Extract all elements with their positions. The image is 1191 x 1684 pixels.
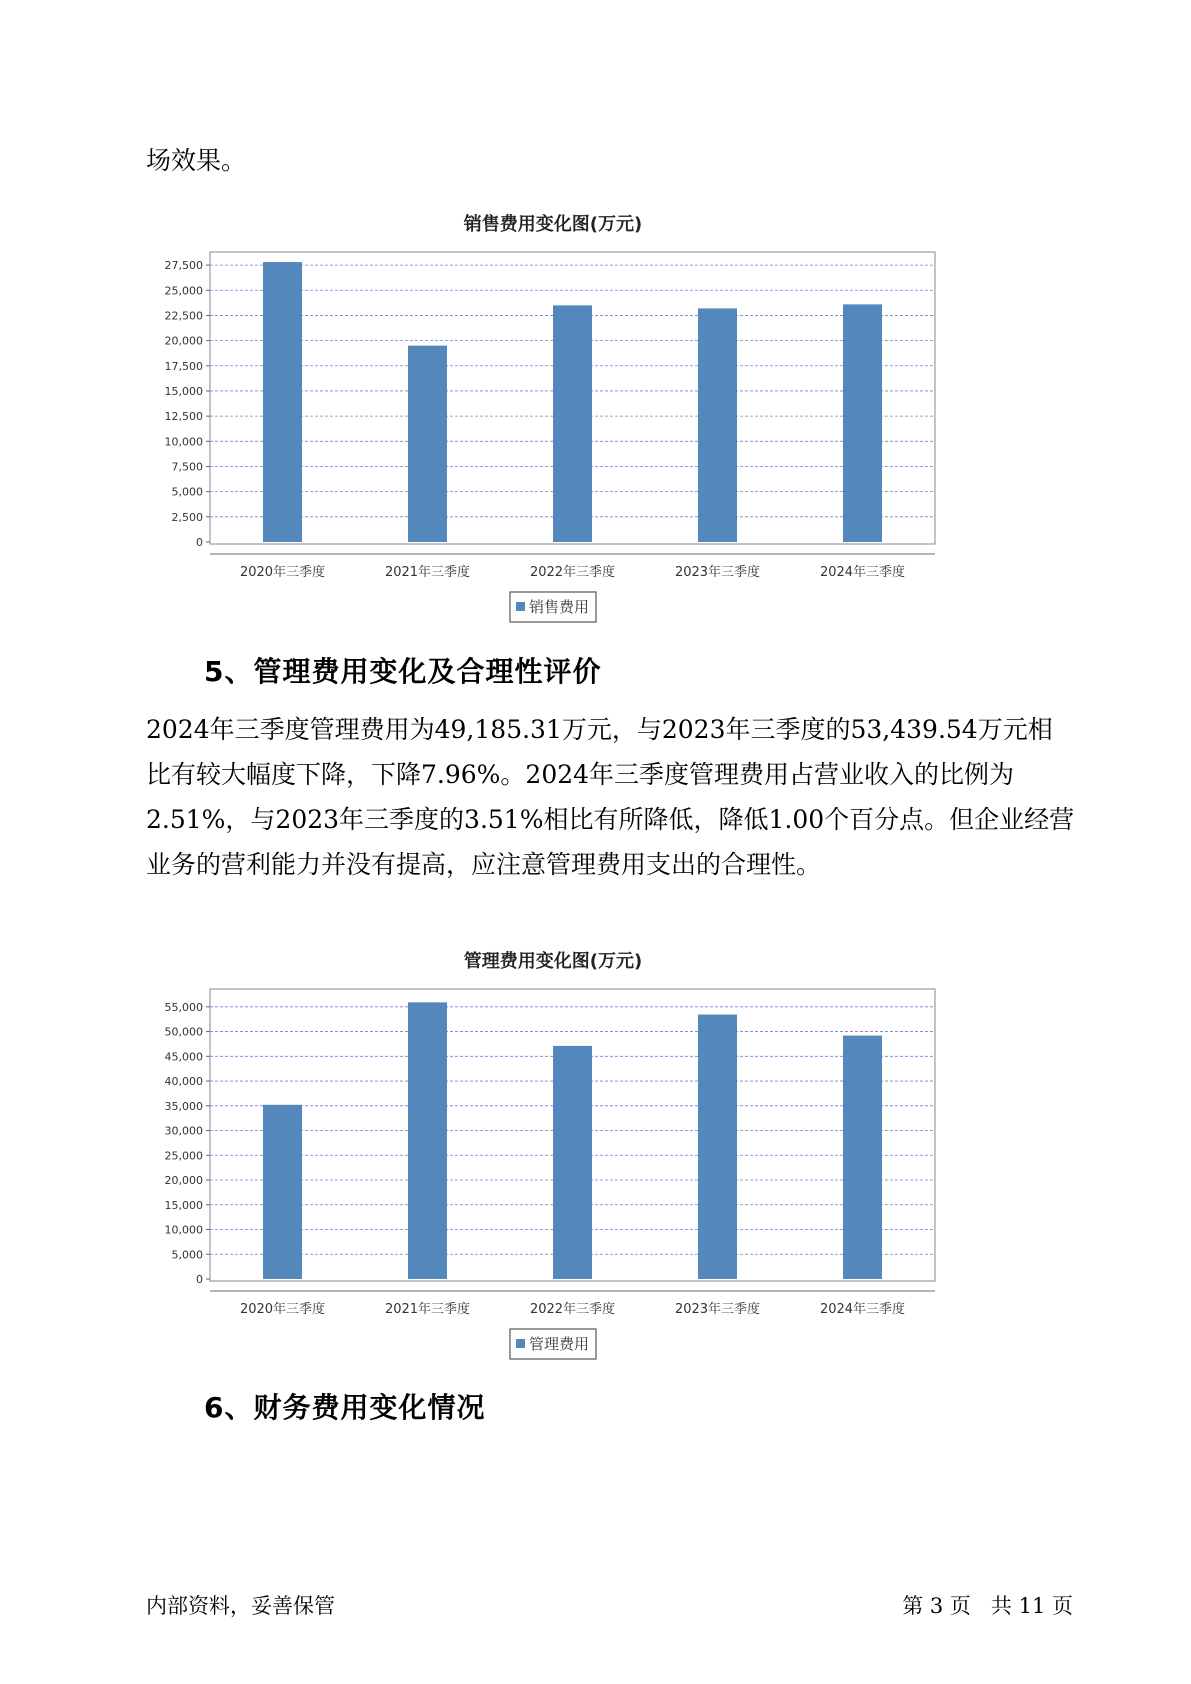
y-tick-label: 45,000 xyxy=(164,1050,203,1064)
bar xyxy=(843,304,882,542)
bar xyxy=(553,1046,592,1279)
y-tick-label: 0 xyxy=(196,536,203,549)
chart-title: 销售费用变化图(万元) xyxy=(463,214,643,235)
intro-tail-text: 场效果。 xyxy=(146,146,247,175)
y-tick-label: 15,000 xyxy=(164,1198,203,1212)
admin-expense-chart-svg xyxy=(160,937,1040,1367)
x-tick-label: 2022年三季度 xyxy=(529,1302,616,1317)
x-tick-label: 2022年三季度 xyxy=(529,565,616,580)
legend-swatch xyxy=(516,602,525,611)
y-tick-label: 25,000 xyxy=(164,1149,203,1163)
bar xyxy=(698,308,737,542)
y-tick-label: 20,000 xyxy=(164,1174,203,1188)
y-tick-label: 27,500 xyxy=(164,259,203,273)
y-tick-label: 25,000 xyxy=(164,284,203,298)
y-tick-label: 55,000 xyxy=(164,1000,203,1014)
section6-heading: 6、财务费用变化情况 xyxy=(204,1391,486,1424)
x-tick-label: 2023年三季度 xyxy=(674,1302,761,1317)
x-tick-label: 2021年三季度 xyxy=(384,565,471,580)
x-tick-label: 2020年三季度 xyxy=(239,1302,326,1317)
y-tick-label: 17,500 xyxy=(164,359,203,373)
admin-expense-chart xyxy=(160,937,1040,1367)
y-tick-label: 2,500 xyxy=(171,510,203,524)
footer-page-number: 第 3 页 共 11 页 xyxy=(902,1594,1073,1618)
y-tick-label: 22,500 xyxy=(164,309,203,323)
section5-paragraph: 2024年三季度管理费用为49,185.31万元，与2023年三季度的53,439.54万元相比有较大幅度下降，下降7.96%。2024年三季度管理费用占营业收入的比例为2.51%，与2023年三季度的3.51%相比有所降低，降低1.00个百分点。但企业经营业务的营利能力并没有提高，应注意管理费用支出的合理性。 xyxy=(146,715,1075,879)
y-tick-label: 15,000 xyxy=(164,384,203,398)
y-tick-label: 5,000 xyxy=(171,1248,203,1262)
sales-expense-chart-svg xyxy=(160,200,1040,630)
y-tick-label: 0 xyxy=(196,1273,203,1286)
y-tick-label: 12,500 xyxy=(164,410,203,424)
bar xyxy=(263,1105,302,1279)
bar xyxy=(263,262,302,542)
footer-left: 内部资料，妥善保管 xyxy=(146,1594,335,1618)
x-tick-label: 2024年三季度 xyxy=(819,1302,906,1317)
legend-label: 管理费用 xyxy=(529,1335,590,1353)
y-tick-label: 50,000 xyxy=(164,1025,203,1039)
bar xyxy=(553,305,592,542)
sales-expense-chart xyxy=(160,200,1040,630)
legend-swatch xyxy=(516,1339,525,1348)
x-tick-label: 2020年三季度 xyxy=(239,565,326,580)
x-tick-label: 2021年三季度 xyxy=(384,1302,471,1317)
section5-heading: 5、管理费用变化及合理性评价 xyxy=(204,655,602,688)
bar xyxy=(843,1036,882,1279)
bar xyxy=(698,1015,737,1279)
y-tick-label: 35,000 xyxy=(164,1099,203,1113)
y-tick-label: 30,000 xyxy=(164,1124,203,1138)
y-tick-label: 10,000 xyxy=(164,435,203,449)
y-tick-label: 20,000 xyxy=(164,334,203,348)
legend-label: 销售费用 xyxy=(529,598,590,616)
y-tick-label: 40,000 xyxy=(164,1075,203,1089)
y-tick-label: 10,000 xyxy=(164,1223,203,1237)
y-tick-label: 5,000 xyxy=(171,485,203,499)
y-tick-label: 7,500 xyxy=(171,460,203,474)
chart-title: 管理费用变化图(万元) xyxy=(463,951,643,972)
x-tick-label: 2023年三季度 xyxy=(674,565,761,580)
x-tick-label: 2024年三季度 xyxy=(819,565,906,580)
bar xyxy=(408,346,447,542)
bar xyxy=(408,1002,447,1279)
